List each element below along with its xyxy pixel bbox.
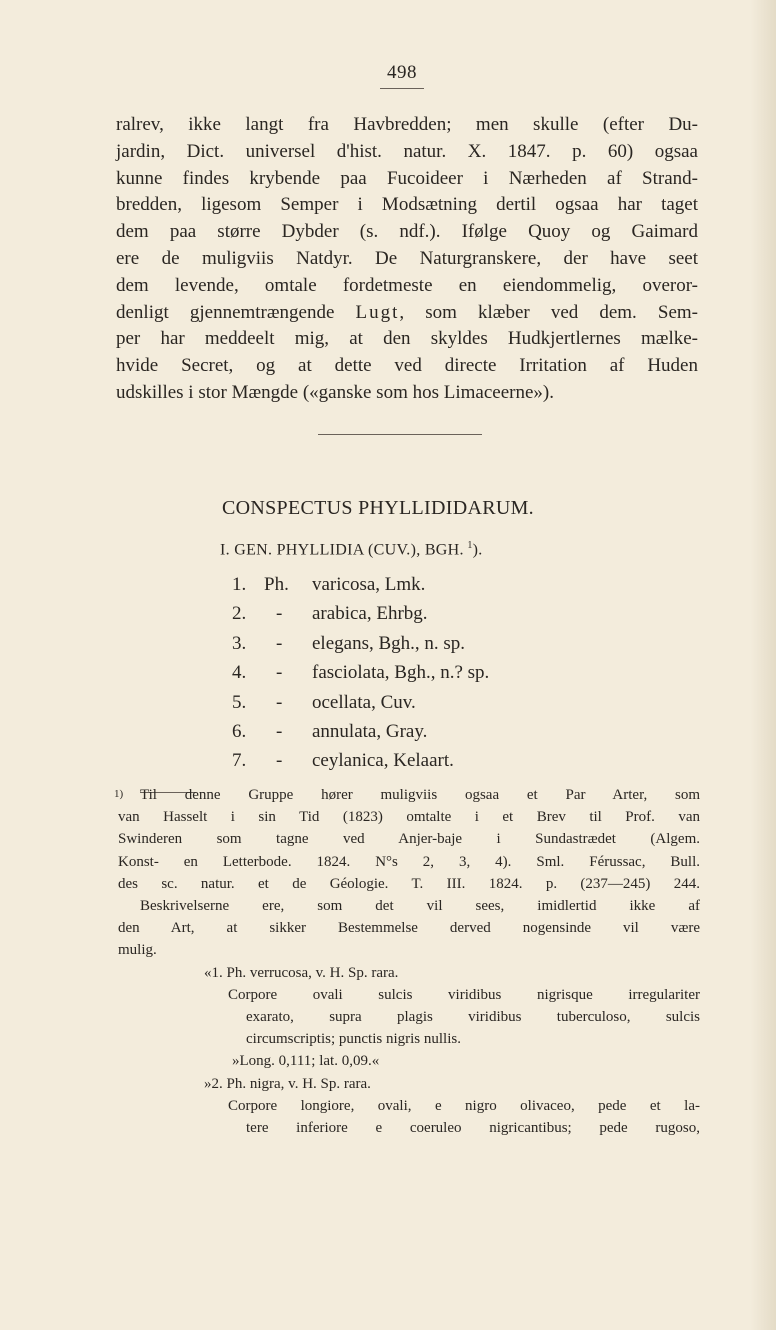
species-number: 4. <box>232 662 247 684</box>
footnote-line: «1. Ph. verrucosa, v. H. Sp. rara. <box>204 964 399 981</box>
species-item <box>232 633 489 662</box>
page-number-underline <box>380 88 424 89</box>
species-list <box>232 574 489 780</box>
species-item <box>232 750 489 779</box>
species-genus-abbr: - <box>276 691 283 713</box>
species-item <box>232 574 489 603</box>
footnote-line: mulig. <box>118 942 157 959</box>
footnote-line: »2. Ph. nigra, v. H. Sp. rara. <box>204 1075 371 1092</box>
species-number: 5. <box>232 691 247 713</box>
species-genus-abbr: - <box>276 603 283 625</box>
footnote-line: van Hasselt i sin Tid (1823) omtalte i et Brev til Prof. van <box>118 809 700 826</box>
footnote-line: den Art, at sikker Bestemmelse derved nogensinde vil være <box>118 920 700 937</box>
body-line: ere de muligviis Natdyr. De Naturgranskere, der have seet <box>116 247 698 269</box>
body-line: per har meddeelt mig, at den skyldes Hudkjertlernes mælke- <box>116 328 698 350</box>
species-name: annulata, Gray. <box>312 720 428 742</box>
species-name: varicosa, Lmk. <box>312 574 426 595</box>
body-line: kunne findes krybende paa Fucoideer i Nærheden af Strand- <box>116 167 698 189</box>
species-genus-abbr: - <box>276 750 283 772</box>
species-genus-abbr: - <box>276 720 283 742</box>
body-paragraph <box>116 112 698 407</box>
footnote-line: Swinderen som tagne ved Anjer-baje i Sundastrædet (Algem. <box>118 831 700 848</box>
genus-heading <box>220 540 483 559</box>
footnote-line: Beskrivelserne ere, som det vil sees, imidlertid ikke af <box>140 898 700 915</box>
body-line-part: , som klæber ved dem. Sem- <box>399 301 699 323</box>
species-genus-abbr: Ph. <box>264 574 289 595</box>
species-name: elegans, Bgh., n. sp. <box>312 632 466 654</box>
page-edge-shadow <box>750 0 776 1330</box>
footnote-line: »Long. 0,111; lat. 0,09.« <box>232 1053 380 1070</box>
body-line: dem paa større Dybder (s. ndf.). Ifølge Quoy og Gaimard <box>116 221 698 243</box>
footnote-line: Konst- en Letterbode. 1824. N°s 2, 3, 4). Sml. Férussac, Bull. <box>118 853 700 870</box>
footnote-line: Corpore ovali sulcis viridibus nigrisque irregulariter <box>228 986 700 1003</box>
footnote-line: exarato, supra plagis viridibus tuberculoso, sulcis <box>246 1009 700 1026</box>
conspectus-title: CONSPECTUS PHYLLIDIDARUM. <box>222 497 534 519</box>
section-separator <box>318 434 482 435</box>
body-line: bredden, ligesom Semper i Modsætning dertil ogsaa har taget <box>116 194 698 216</box>
body-line: ralrev, ikke langt fra Havbredden; men skulle (efter Du- <box>116 114 698 135</box>
footnote-line: Corpore longiore, ovali, e nigro olivaceo, pede et la- <box>228 1097 700 1114</box>
species-number: 3. <box>232 632 247 654</box>
body-line-part: denligt gjennemtrængende <box>116 301 335 323</box>
body-line: dem levende, omtale fordetmeste en eiendommelig, overor- <box>116 274 698 296</box>
body-line: hvide Secret, og at dette ved directe Irritation af Huden <box>116 355 698 377</box>
species-name: arabica, Ehrbg. <box>312 603 428 625</box>
species-name: ceylanica, Kelaart. <box>312 750 454 772</box>
footnote-reference: 1 <box>467 540 473 551</box>
species-genus-abbr: - <box>276 632 283 654</box>
species-number: 7. <box>232 750 247 772</box>
species-item <box>232 662 489 691</box>
footnote <box>118 784 700 1139</box>
body-line <box>116 300 698 327</box>
footnote-line: Til denne Gruppe hører muligviis ogsaa et Par Arter, som <box>140 787 700 803</box>
species-item <box>232 721 489 750</box>
species-item <box>232 603 489 632</box>
footnote-line: des sc. natur. et de Géologie. T. III. 1824. p. (237—245) 244. <box>118 875 700 892</box>
species-number: 6. <box>232 720 247 742</box>
body-line: jardin, Dict. universel d'hist. natur. X. 1847. p. 60) ogsaa <box>116 140 698 162</box>
species-name: fasciolata, Bgh., n.? sp. <box>312 662 490 684</box>
footnote-line: circumscriptis; punctis nigris nullis. <box>246 1031 461 1048</box>
body-line: udskilles i stor Mængde («ganske som hos Limaceerne»). <box>116 381 554 403</box>
footnote-mark: 1) <box>114 788 124 800</box>
genus-heading-close: ). <box>472 541 483 559</box>
species-name: ocellata, Cuv. <box>312 691 416 713</box>
species-genus-abbr: - <box>276 662 283 684</box>
species-number: 1. <box>232 574 247 595</box>
footnote-line: tere inferiore e coeruleo nigricantibus; pede rugoso, <box>246 1120 700 1137</box>
emphasis-lugt: Lugt <box>355 301 400 323</box>
page-number: 498 <box>387 62 417 83</box>
species-number: 2. <box>232 603 247 625</box>
genus-heading-text: I. GEN. PHYLLIDIA (CUV.), BGH. <box>220 541 464 559</box>
species-item <box>232 692 489 721</box>
